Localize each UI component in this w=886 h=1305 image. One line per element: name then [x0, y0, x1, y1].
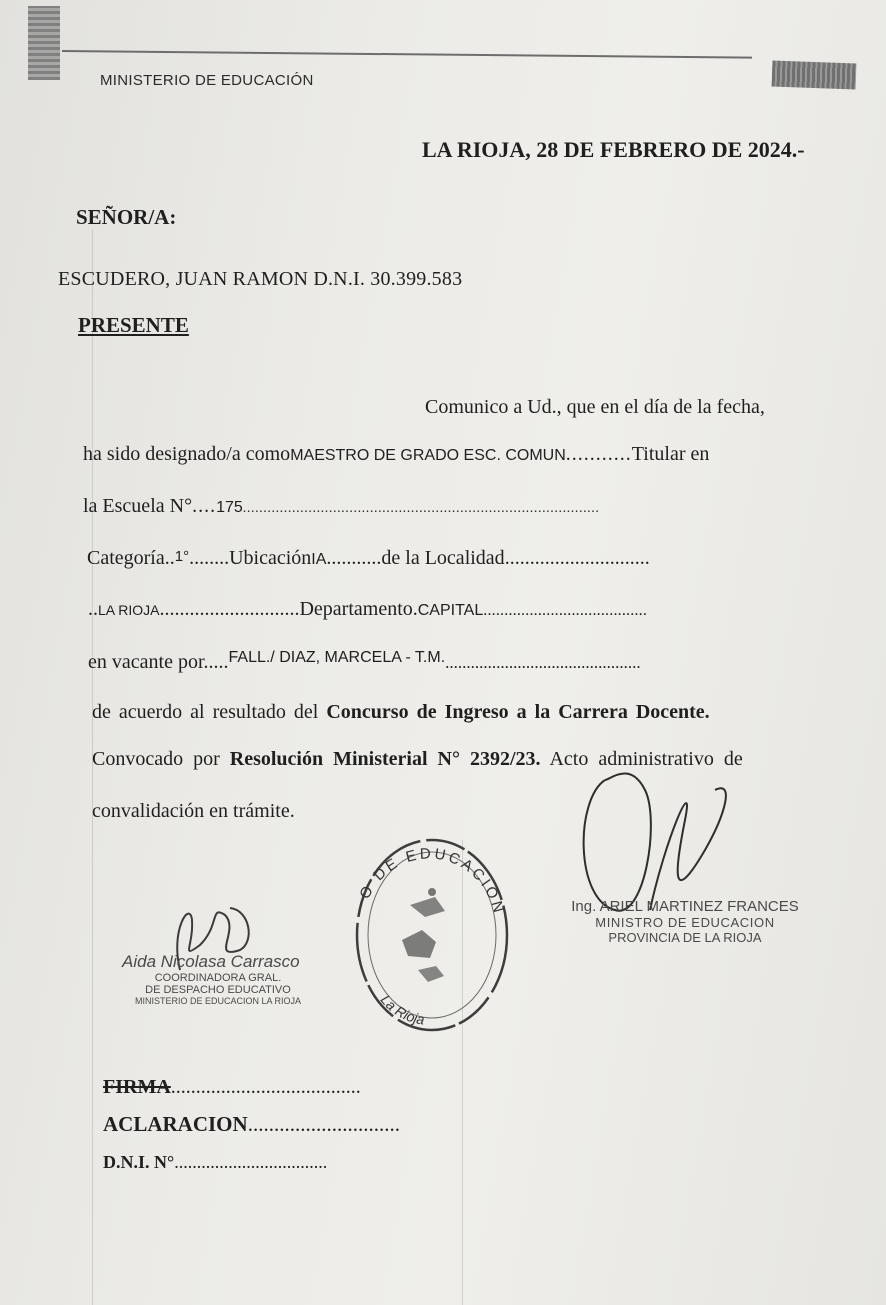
departamento-dots: ....................................... — [483, 602, 648, 619]
official-seal — [340, 830, 510, 1035]
left-signer-title-2: DE DESPACHO EDUCATIVO — [145, 984, 291, 996]
escuela-dots: ....................................................................................... — [242, 501, 600, 516]
localidad-value-prefix: .. — [88, 598, 98, 620]
firma-field — [103, 1076, 361, 1099]
categoria-value: 1° — [174, 548, 190, 565]
salutation: SEÑOR/A: — [76, 205, 177, 229]
ubicacion-value: IA — [311, 551, 327, 568]
vacante-label: en vacante por — [88, 651, 204, 673]
departamento-label: Departamento — [299, 598, 413, 620]
localidad-value-dots: ............................ — [159, 598, 300, 620]
right-signature-stamp — [560, 898, 810, 945]
departamento-line — [88, 598, 647, 621]
cargo-value: MAESTRO DE GRADO ESC. COMUN — [290, 447, 566, 464]
departamento-pre-dots: . — [412, 598, 418, 620]
left-signer-title-1: COORDINADORA GRAL. — [154, 972, 282, 984]
header-rule — [62, 50, 752, 59]
aclaracion-dots: ............................. — [247, 1112, 400, 1136]
right-signer-title-2: PROVINCIA DE LA RIOJA — [608, 930, 762, 945]
firma-dots: ...................................... — [170, 1076, 361, 1098]
seal-bottom-text: La Rioja — [377, 991, 426, 1028]
localidad-label: de la Localidad — [381, 547, 505, 569]
convalidacion-line: convalidación en trámite. — [92, 800, 295, 822]
ministry-header: MINISTERIO DE EDUCACIÓN — [100, 72, 314, 89]
ubicacion-dots: ........... — [326, 547, 382, 569]
acto-suffix: Acto administrativo de — [549, 748, 743, 770]
left-signer-name: Aida Nicolasa Carrasco — [122, 952, 300, 971]
seal-top-text: O DE EDUCACION — [356, 845, 508, 918]
convocado-prefix: Convocado por — [92, 748, 220, 770]
aclaracion-label: ACLARACION — [103, 1112, 248, 1136]
date-line: LA RIOJA, 28 DE FEBRERO DE 2024.- — [422, 137, 805, 162]
designado-prefix: ha sido designado/a como — [83, 443, 291, 465]
header-logo-mark — [28, 6, 60, 80]
localidad-value: LA RIOJA — [98, 602, 160, 618]
presente-heading: PRESENTE — [78, 313, 189, 337]
designado-suffix: Titular en — [631, 443, 710, 465]
designado-dots: ........... — [565, 443, 632, 465]
opening-line: Comunico a Ud., que en el día de la fecha, — [425, 396, 765, 418]
categoria-pre-dots: .. — [164, 547, 175, 569]
localidad-dots: ............................. — [504, 547, 650, 569]
vacante-dots: .............................................. — [445, 653, 641, 672]
dni-label: D.N.I. N° — [103, 1152, 175, 1172]
right-signer-name: Ing. ARIEL MARTINEZ FRANCES — [571, 898, 799, 915]
vacante-line — [88, 649, 641, 674]
header-corner-mark — [772, 61, 857, 90]
departamento-value: CAPITAL — [417, 602, 484, 619]
escuela-pre-dots: .... — [192, 495, 217, 517]
dni-field — [103, 1152, 327, 1173]
firma-label: FIRMA — [103, 1076, 171, 1098]
dni-dots: .................................. — [174, 1152, 328, 1172]
escuela-line — [83, 495, 599, 518]
categoria-dots: ........ — [189, 547, 230, 569]
escuela-value: 175 — [216, 499, 243, 516]
left-signer-title-3: MINISTERIO DE EDUCACION LA RIOJA — [134, 996, 302, 1006]
categoria-label: Categoría — [87, 547, 165, 569]
escuela-label: la Escuela N° — [83, 495, 193, 517]
left-signature-stamp — [118, 952, 318, 1006]
concurso-name: Concurso de Ingreso a la Carrera Docente. — [326, 701, 710, 723]
addressee-name: ESCUDERO, JUAN RAMON D.N.I. 30.399.583 — [58, 268, 463, 290]
designation-line — [83, 443, 709, 466]
right-signer-title-1: MINISTRO DE EDUCACION — [595, 915, 775, 930]
vacante-pre-dots: ..... — [203, 651, 229, 673]
seal-emblem — [402, 888, 445, 982]
ubicacion-label: Ubicación — [229, 547, 312, 569]
categoria-line — [87, 547, 650, 570]
acuerdo-line — [92, 701, 710, 724]
resolucion-name: Resolución Ministerial N° 2392/23. — [229, 748, 541, 770]
acuerdo-prefix: de acuerdo al resultado del — [92, 701, 319, 723]
vacante-value: FALL./ DIAZ, MARCELA - T.M. — [228, 649, 446, 666]
aclaracion-field — [103, 1112, 400, 1137]
